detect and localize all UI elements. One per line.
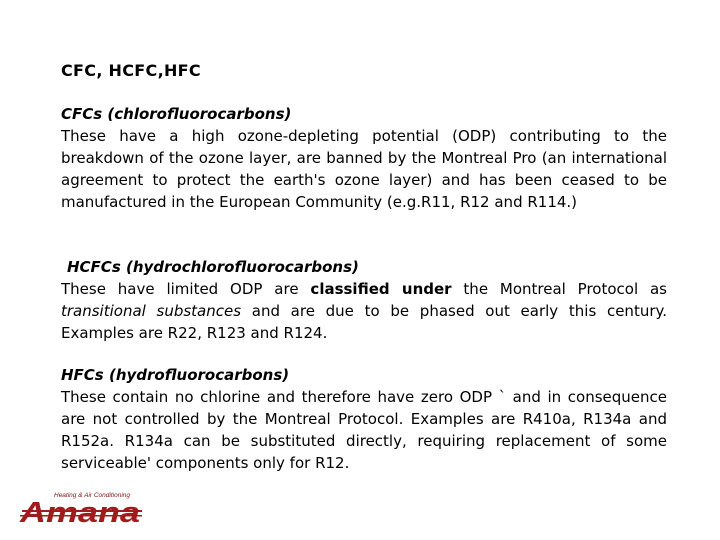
section-hfc — [61, 364, 667, 474]
slide-title: CFC, HCFC,HFC — [61, 61, 201, 80]
logo-wordmark — [18, 497, 146, 525]
section-heading-cfc: CFCs (chlorofluorocarbons) — [61, 105, 292, 123]
amana-logo — [18, 492, 146, 524]
section-body-hfc: These contain no chlorine and therefore have zero ODP ` and in consequence are not controlled by the Montreal Protocol. Examples are R410a, R134a and R152a. R134a can be substituted directly, requiring replacement of some serviceable' components only for R12. — [61, 388, 667, 472]
section-body-hcfc-part1: These have limited ODP are — [61, 280, 311, 298]
section-hcfc — [61, 256, 667, 344]
section-heading-hfc: HFCs (hydrofluorocarbons) — [61, 366, 290, 384]
section-cfc — [61, 103, 667, 213]
section-body-hcfc-bold: classified under — [310, 280, 452, 298]
logo-wordmark-text: Amana — [18, 497, 141, 525]
section-body-cfc: These have a high ozone-depleting potential (ODP) contributing to the breakdown of the ozone layer, are banned by the Montreal Pro (an international agreement to protect the earth's ozone layer) and has been ceased to be manufactured in the European Community (e.g.R11, R12 and R114.) — [61, 127, 667, 211]
section-body-hcfc-part3: and are due to be phased out early this century. Examples are R22, R123 and R124. — [61, 302, 668, 342]
section-body-hcfc-italic: transitional substances — [61, 302, 242, 320]
section-body-hcfc-part2: the Montreal Protocol as — [451, 280, 667, 298]
section-heading-hcfc: HCFCs (hydrochlorofluorocarbons) — [67, 258, 359, 276]
logo-tagline: Heating & Air Conditioning — [54, 492, 130, 499]
